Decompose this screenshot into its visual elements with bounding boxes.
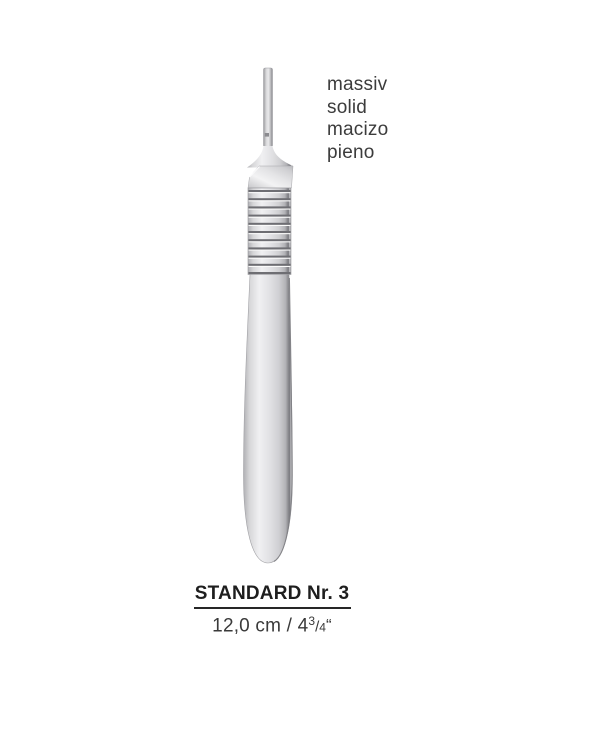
size-inch-frac-slash: / xyxy=(315,618,320,636)
size-inch-whole: 4 xyxy=(297,615,309,637)
handle-flare xyxy=(247,146,293,168)
product-caption xyxy=(170,583,374,638)
post-notch xyxy=(265,133,269,137)
caption-divider xyxy=(194,607,351,609)
size-inch-mark: “ xyxy=(325,615,332,635)
grip-ribs xyxy=(248,188,291,275)
size-inch-frac-denominator: 4 xyxy=(319,620,326,635)
product-name: STANDARD Nr. 3 xyxy=(194,583,350,604)
material-label-de: massiv xyxy=(327,74,388,95)
material-label-es: macizo xyxy=(327,119,389,140)
material-label-it: pieno xyxy=(327,141,375,163)
handle-body xyxy=(244,275,293,564)
material-label-en: solid xyxy=(327,96,368,118)
handle-neck xyxy=(248,166,293,188)
size-metric: 12,0 cm xyxy=(212,615,282,637)
size-inch-frac-numerator: 3 xyxy=(308,614,316,628)
product-size xyxy=(170,614,374,638)
size-separator: / xyxy=(281,615,298,637)
material-labels xyxy=(327,74,388,164)
scalpel-handle-illustration xyxy=(230,60,310,570)
